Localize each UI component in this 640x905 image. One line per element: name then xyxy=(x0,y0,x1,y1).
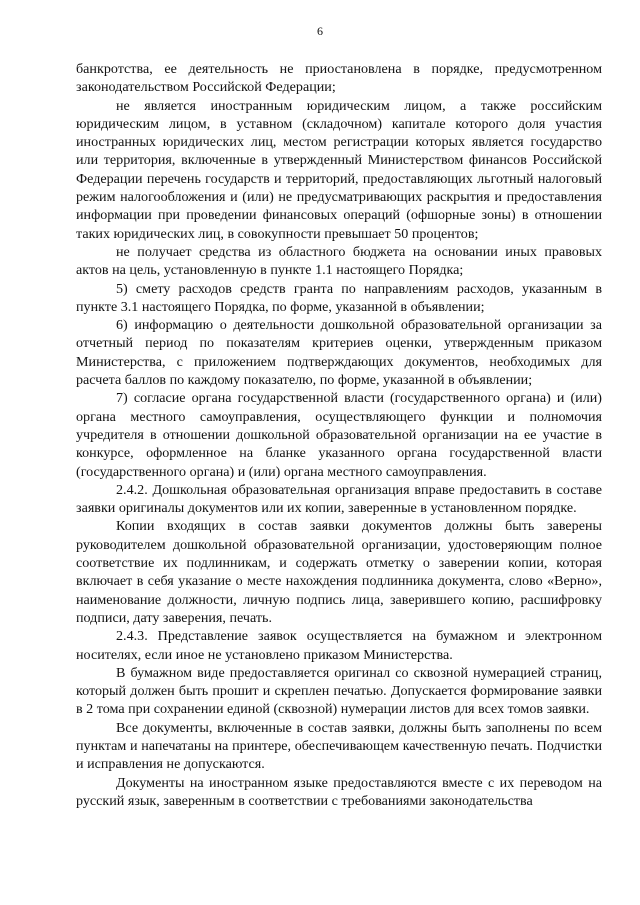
paragraph: не получает средства из областного бюджета на основании иных правовых актов на цель, установленную в пункте 1.1 настоящего Порядка; xyxy=(76,243,602,279)
paragraph: 6) информацию о деятельности дошкольной образовательной организации за отчетный период по показателям критериев оценки, утвержденным приказом Министерства, с приложением подтверждающих документов, необходимых для расчета баллов по каждому показателю, по форме, указанной в объявлении; xyxy=(76,317,602,389)
paragraph: не является иностранным юридическим лицом, а также российским юридическим лицом, в уставном (складочном) капитале которого доля участия иностранных юридических лиц, местом регистрации которых является государство или территория, включенные в утвержденный Министерством финансов Российской Федерации перечень государств и территорий, предоставляющих льготный налоговый режим налогообложения и (или) не предусматривающих раскрытия и предоставления информации при проведении финансовых операций (офшорные зоны) в отношении таких юридических лиц, в совокупности превышает 50 процентов; xyxy=(76,97,602,242)
paragraph: 2.4.3. Представление заявок осуществляется на бумажном и электронном носителях, если иное не установлено приказом Министерства. xyxy=(76,628,602,663)
paragraph: 5) смету расходов средств гранта по направлениям расходов, указанным в пункте 3.1 настоящего Порядка, по форме, указанной в объявлении; xyxy=(76,280,602,315)
paragraph: 7) согласие органа государственной власти (государственного органа) и (или) органа местного самоуправления, осуществляющего функции и полномочия учредителя в отношении дошкольной образовательной организации на ее участие в конкурсе, оформленное на бланке указанного органа государственной власти (государственного органа) и (или) органа местного самоуправления. xyxy=(76,390,602,480)
paragraph: Копии входящих в состав заявки документов должны быть заверены руководителем дошкольной образовательной организации, удостоверяющим полное соответствие их подлинникам, и содержать отметку о заверении копии, которая включает в себя указание о месте нахождения подлинника документа, слово «Верно», наименование должности, личную подпись лица, заверившего копию, расшифровку подписи, дату заверения, печать. xyxy=(76,518,602,626)
paragraph: В бумажном виде предоставляется оригинал со сквозной нумерацией страниц, который должен быть прошит и скреплен печатью. Допускается формирование заявки в 2 тома при сохранении единой (сквозной) нумерации листов для всех томов заявки. xyxy=(76,664,602,718)
paragraph: Все документы, включенные в состав заявки, должны быть заполнены по всем пунктам и напечатаны на принтере, обеспечивающем качественную печать. Подчистки и исправления не допускаются. xyxy=(76,719,602,773)
paragraph: 2.4.2. Дошкольная образовательная организация вправе предоставить в составе заявки оригиналы документов или их копии, заверенные в установленном порядке. xyxy=(76,481,602,517)
paragraph: Документы на иностранном языке предоставляются вместе с их переводом на русский язык, заверенным в соответствии с требованиями законодательства xyxy=(76,774,602,809)
document-body xyxy=(76,60,602,810)
paragraph: банкротства, ее деятельность не приостановлена в порядке, предусмотренном законодательством Российской Федерации; xyxy=(76,61,602,96)
page-number: 6 xyxy=(317,24,323,38)
